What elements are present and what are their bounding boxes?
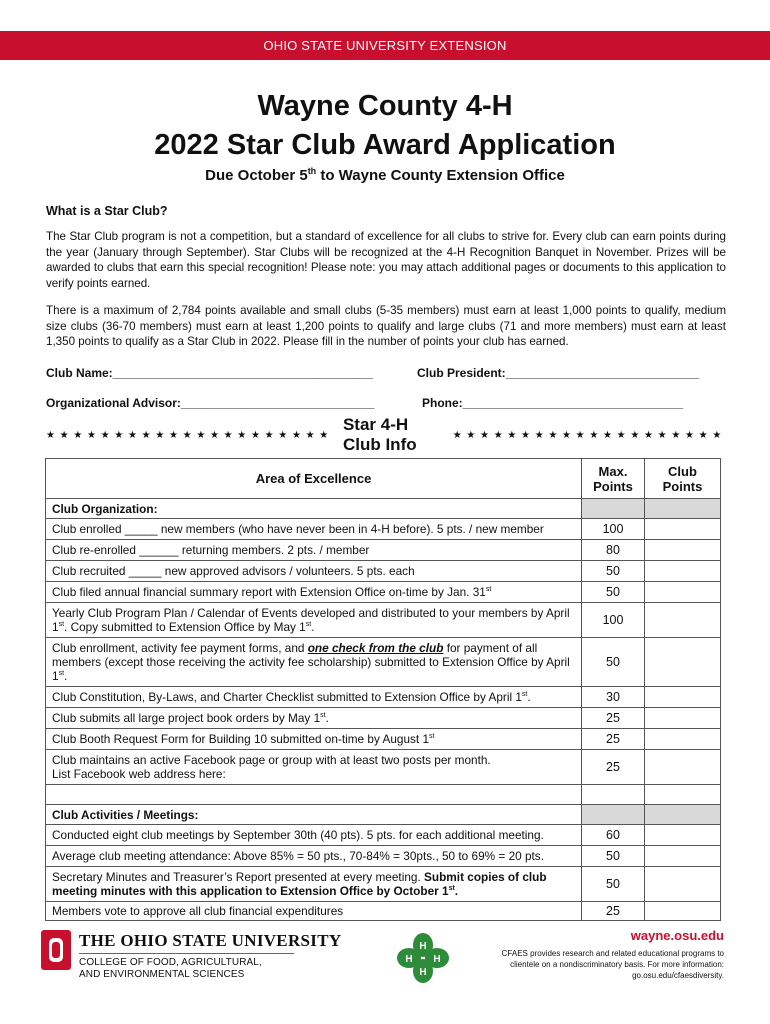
stars-left-decoration: ★★★★★★★★★★★★★★★★★★★★★ xyxy=(46,429,333,441)
table-row xyxy=(46,708,721,729)
row-description: Secretary Minutes and Treasurer’s Report presented at every meeting. Submit copies of club meeting minutes with this application to Extension Office by October 1st. xyxy=(46,867,582,902)
county-website-link[interactable]: wayne.osu.edu xyxy=(630,928,724,943)
4h-clover-icon xyxy=(395,932,451,984)
section-row-organization xyxy=(46,499,721,519)
row-description: Members vote to approve all club financial expenditures xyxy=(46,902,582,921)
club-president-field[interactable]: Club President:_____________________________ xyxy=(417,366,700,380)
college-line-2: AND ENVIRONMENTAL SCIENCES xyxy=(79,969,245,980)
row-description: Club filed annual financial summary report with Extension Office on-time by Jan. 31st xyxy=(46,582,582,603)
row-description: Average club meeting attendance: Above 85% = 50 pts., 70-84% = 30pts., 50 to 69% = 20 pts. xyxy=(46,846,582,867)
club-points-input[interactable] xyxy=(645,561,721,582)
header-club-points: Club Points xyxy=(645,459,721,499)
club-points-input[interactable] xyxy=(645,729,721,750)
due-prefix: Due October 5 xyxy=(205,167,308,184)
phone-field[interactable]: Phone:_________________________________ xyxy=(422,396,683,410)
club-points-input[interactable] xyxy=(645,825,721,846)
max-points: 50 xyxy=(582,582,645,603)
blank-cell xyxy=(582,785,645,805)
shaded-cell xyxy=(645,499,721,519)
club-points-input[interactable] xyxy=(645,519,721,540)
table-row xyxy=(46,687,721,708)
club-points-input[interactable] xyxy=(645,708,721,729)
club-points-input[interactable] xyxy=(645,867,721,902)
blank-row xyxy=(46,785,721,805)
clover-letter-left: H xyxy=(405,954,413,965)
clover-letter-right: H xyxy=(433,954,441,965)
club-points-input[interactable] xyxy=(645,846,721,867)
max-points: 50 xyxy=(582,867,645,902)
club-name-field[interactable]: Club Name:_______________________________________ xyxy=(46,366,373,380)
header-area: Area of Excellence xyxy=(46,459,582,499)
section-row-activities xyxy=(46,805,721,825)
title-line-1: Wayne County 4-H xyxy=(257,90,513,122)
due-date xyxy=(0,166,770,184)
section-label: Club Activities / Meetings: xyxy=(46,805,582,825)
table-row xyxy=(46,582,721,603)
advisor-field[interactable]: Organizational Advisor:_____________________________ xyxy=(46,396,375,410)
table-header-row xyxy=(46,459,721,499)
table-row xyxy=(46,561,721,582)
college-line-1: COLLEGE OF FOOD, AGRICULTURAL, xyxy=(79,957,262,968)
max-points: 60 xyxy=(582,825,645,846)
max-points: 50 xyxy=(582,561,645,582)
max-points: 25 xyxy=(582,902,645,921)
shaded-cell xyxy=(582,499,645,519)
shaded-cell xyxy=(582,805,645,825)
club-points-input[interactable] xyxy=(645,902,721,921)
table-row xyxy=(46,825,721,846)
table-row xyxy=(46,750,721,785)
clover-letter-top: H xyxy=(419,941,427,952)
club-points-input[interactable] xyxy=(645,582,721,603)
title-line-2: 2022 Star Club Award Application xyxy=(154,129,616,161)
nondiscrimination-statement: CFAES provides research and related educational programs to clientele on a nondiscriminatory basis. For more information: go.osu.edu/cfaesdiversity. xyxy=(501,949,724,980)
osu-name: THE OHIO STATE UNIVERSITY xyxy=(79,931,342,950)
osu-block-o-icon xyxy=(40,929,72,971)
club-info-section-title xyxy=(46,415,726,454)
intro-paragraph-2: There is a maximum of 2,784 points available and small clubs (5-35 members) must earn at least 1,000 points to qualify, medium size clubs (36-70 members) must earn at least 1,200 points to qualify and large clubs (71 and more members) must earn at least 1,350 points to qualify as a Star Club in 2022. Please fill in the number of points your club has earned. xyxy=(46,304,726,349)
row-description: Club recruited _____ new approved advisors / volunteers. 5 pts. each xyxy=(46,561,582,582)
blank-cell xyxy=(46,785,582,805)
table-row xyxy=(46,867,721,902)
shaded-cell xyxy=(645,805,721,825)
club-points-input[interactable] xyxy=(645,750,721,785)
extension-banner: OHIO STATE UNIVERSITY EXTENSION xyxy=(0,31,770,60)
club-points-input[interactable] xyxy=(645,638,721,687)
clover-letter-bottom: H xyxy=(419,967,427,978)
stars-right-decoration: ★★★★★★★★★★★★★★★★★★★★ xyxy=(452,429,726,441)
max-points: 25 xyxy=(582,708,645,729)
row-description: Club re-enrolled ______ returning members. 2 pts. / member xyxy=(46,540,582,561)
max-points: 100 xyxy=(582,603,645,638)
table-row xyxy=(46,638,721,687)
max-points: 30 xyxy=(582,687,645,708)
college-name xyxy=(79,957,262,981)
row-description: Club enrolled _____ new members (who have never been in 4-H before). 5 pts. / new member xyxy=(46,519,582,540)
row-description: Conducted eight club meetings by September 30th (40 pts). 5 pts. for each additional meeting. xyxy=(46,825,582,846)
max-points: 80 xyxy=(582,540,645,561)
row-description: Club Booth Request Form for Building 10 submitted on-time by August 1st xyxy=(46,729,582,750)
club-points-input[interactable] xyxy=(645,687,721,708)
header-max-points: Max. Points xyxy=(582,459,645,499)
max-points: 50 xyxy=(582,638,645,687)
max-points: 50 xyxy=(582,846,645,867)
star-club-heading: What is a Star Club? xyxy=(46,204,168,218)
table-row xyxy=(46,603,721,638)
section-label: Club Organization: xyxy=(46,499,582,519)
row-description: Club maintains an active Facebook page or group with at least two posts per month. List Facebook web address here: xyxy=(46,750,582,785)
table-row xyxy=(46,540,721,561)
club-points-input[interactable] xyxy=(645,540,721,561)
row-description: Yearly Club Program Plan / Calendar of Events developed and distributed to your members by April 1st. Copy submitted to Extension Office by May 1st. xyxy=(46,603,582,638)
table-row xyxy=(46,729,721,750)
table-row xyxy=(46,846,721,867)
due-suffix: to Wayne County Extension Office xyxy=(316,167,565,184)
club-info-table xyxy=(45,458,721,921)
due-sup: th xyxy=(307,166,317,176)
max-points: 100 xyxy=(582,519,645,540)
osu-logo-inner xyxy=(52,942,60,958)
max-points: 25 xyxy=(582,729,645,750)
row-description: Club enrollment, activity fee payment forms, and one check from the club for payment of all members (except those receiving the activity fee scholarship) submitted to Extension Office by April 1st. xyxy=(46,638,582,687)
intro-paragraph-1: The Star Club program is not a competition, but a standard of excellence for all clubs to strive for. Every club can earn points during the year (January through September). Star Clubs will be recognized at the 4-H Recognition Banquet in November. Prizes will be awarded to clubs that earn this special recognition! Please note: you may attach additional pages or documents to this application to verify points earned. xyxy=(46,230,726,290)
row-description: Club submits all large project book orders by May 1st. xyxy=(46,708,582,729)
club-points-input[interactable] xyxy=(645,603,721,638)
table-row xyxy=(46,902,721,921)
table-row xyxy=(46,519,721,540)
blank-cell xyxy=(645,785,721,805)
club-info-title: Star 4-H Club Info xyxy=(342,415,417,454)
footer-divider xyxy=(79,953,294,954)
max-points: 25 xyxy=(582,750,645,785)
row-description: Club Constitution, By-Laws, and Charter Checklist submitted to Extension Office by April 1st. xyxy=(46,687,582,708)
